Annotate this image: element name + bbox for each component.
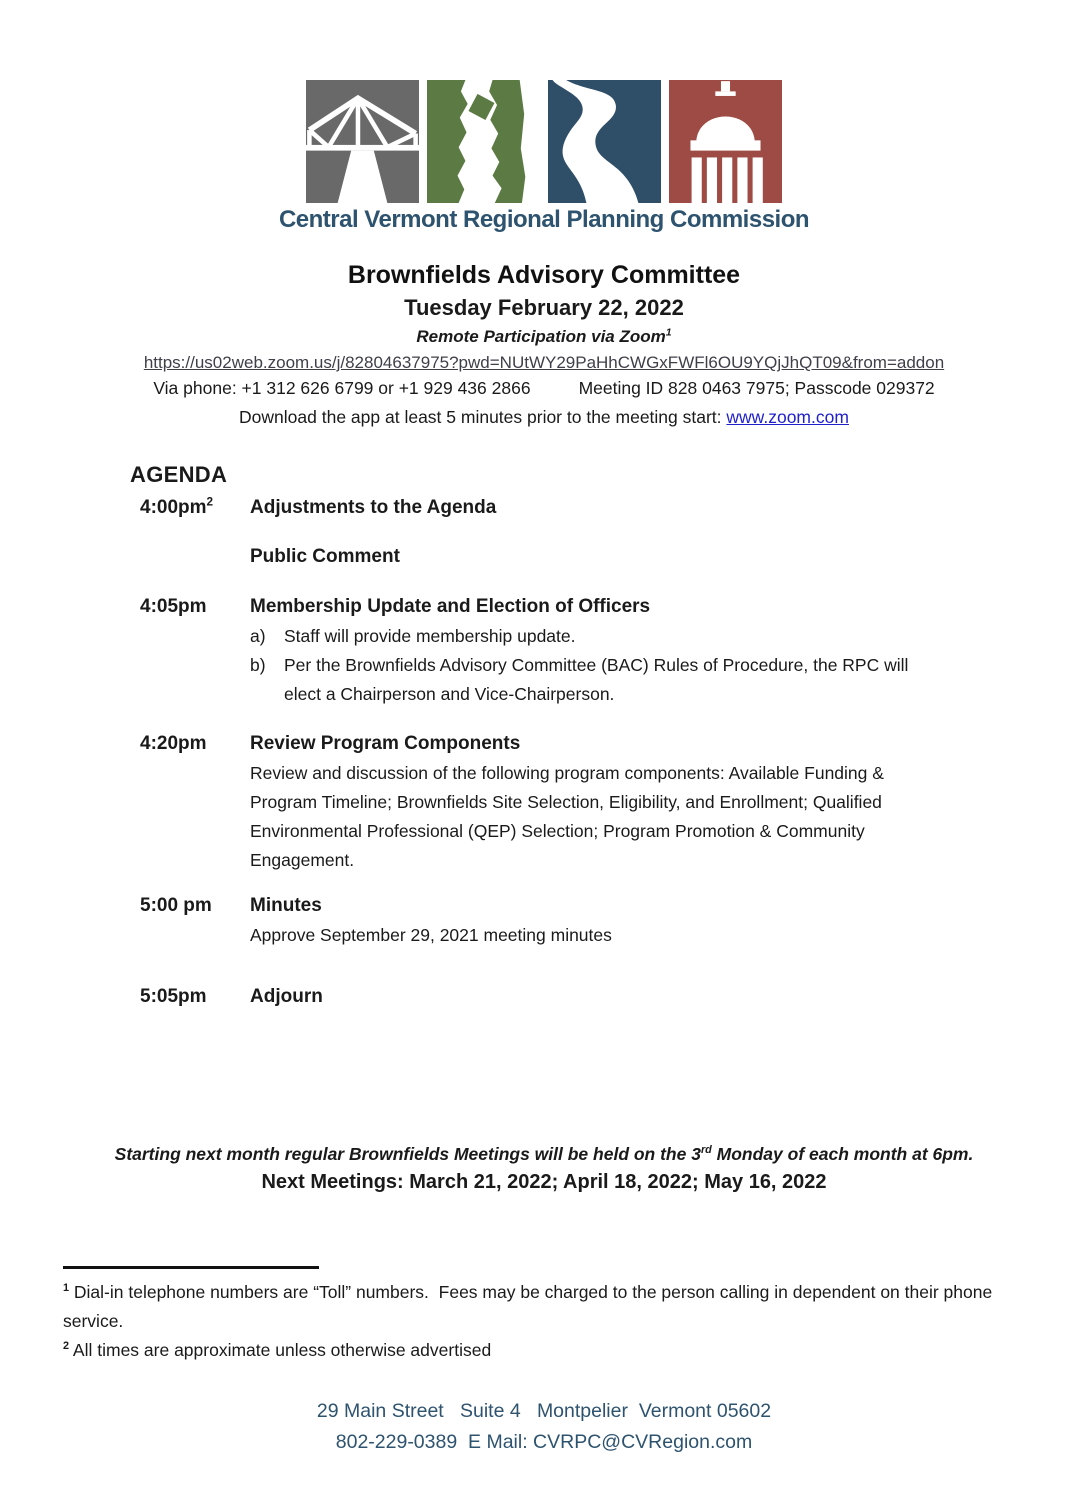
subitem-a xyxy=(250,622,1038,651)
agenda-time xyxy=(140,986,250,1008)
future-text: Starting next month regular Brownfields Meetings will be held on the 3 xyxy=(114,1144,701,1164)
agenda-item-adjustments xyxy=(140,497,1038,519)
footnote-1 xyxy=(63,1278,1038,1336)
footnote-separator xyxy=(63,1266,319,1269)
footnote-number: 2 xyxy=(63,1340,70,1353)
future-text-cont: Monday of each month at 6pm. xyxy=(711,1144,974,1164)
subitem-b xyxy=(250,651,1038,709)
download-line xyxy=(0,407,1088,428)
time-text: 5:05pm xyxy=(140,986,207,1007)
agenda-time xyxy=(140,497,250,519)
footnote-ref-2: 2 xyxy=(206,495,214,509)
phone-numbers: Via phone: +1 312 626 6799 or +1 929 436 2866 xyxy=(153,378,531,398)
zoom-link-line xyxy=(0,353,1088,373)
agenda-time xyxy=(140,596,250,709)
agenda-item-title: Public Comment xyxy=(250,546,400,567)
agenda-item-title: Review Program Components xyxy=(250,733,521,754)
agenda-item-adjourn xyxy=(140,986,1038,1008)
meeting-id-passcode: Meeting ID 828 0463 7975; Passcode 029372 xyxy=(578,378,935,398)
agenda-item-review xyxy=(140,733,1038,875)
agenda-item-membership xyxy=(140,596,1038,709)
time-text: 4:20pm xyxy=(140,733,207,754)
footnote-2 xyxy=(63,1336,1038,1365)
subitem-text: Staff will provide membership update. xyxy=(284,626,576,646)
logo-tiles xyxy=(0,80,1088,203)
footer-address: 29 Main Street Suite 4 Montpelier Vermont 05602 xyxy=(316,1400,772,1422)
meeting-date: Tuesday February 22, 2022 xyxy=(404,295,684,320)
agenda-item-title: Minutes xyxy=(250,895,322,916)
zoom-meeting-link[interactable]: https://us02web.zoom.us/j/82804637975?pwd=NUtWY29PaHhCWGxFWFl6OU9YQjJhQT09&from=addon xyxy=(143,353,945,372)
next-meetings-dates: Next Meetings: March 21, 2022; April 18, 2022; May 16, 2022 xyxy=(261,1171,827,1193)
phone-line xyxy=(0,378,1088,399)
logo xyxy=(0,80,1088,234)
footnote-text: Dial-in telephone numbers are “Toll” numbers. Fees may be charged to the person calling in dependent on their phone service. xyxy=(63,1282,998,1331)
time-text: 4:05pm xyxy=(140,596,207,617)
ordinal-sup: rd xyxy=(700,1144,712,1157)
agenda-item-title: Membership Update and Election of Officers xyxy=(250,596,651,617)
agenda-time xyxy=(140,895,250,950)
page-title: Brownfields Advisory Committee xyxy=(347,261,741,289)
capitol-dome-icon xyxy=(669,80,782,203)
footnote-number: 1 xyxy=(63,1282,70,1295)
agenda-item-public-comment xyxy=(140,546,1038,568)
truss-bridge-icon xyxy=(306,80,419,203)
footnote-text: All times are approximate unless otherwise advertised xyxy=(69,1340,492,1360)
agenda-item-description: Approve September 29, 2021 meeting minutes xyxy=(250,925,612,945)
next-meetings-note xyxy=(0,1144,1088,1194)
future-meetings-line xyxy=(0,1144,1088,1165)
document-header xyxy=(0,261,1088,428)
agenda-item-title: Adjourn xyxy=(250,986,323,1007)
org-name: Central Vermont Regional Planning Commission xyxy=(278,206,810,233)
subitem-label: b) xyxy=(250,655,266,675)
agenda-section xyxy=(0,462,1088,1008)
footer-contact: 802-229-0389 E Mail: CVRPC@CVRegion.com xyxy=(335,1431,753,1453)
document-footer xyxy=(0,1396,1088,1458)
agenda-item-description: Review and discussion of the following program components: Available Funding & Program Timeline; Brownfields Site Selection, Eligibility, and Enrollment; Qualified Environmental Professional (QEP) Selection; Program Promotion & Community Engagement. xyxy=(250,763,884,870)
footnote-ref-1: 1 xyxy=(665,326,672,339)
winding-river-icon xyxy=(548,80,661,203)
agenda-item-title: Adjustments to the Agenda xyxy=(250,497,497,518)
agenda-time xyxy=(140,546,250,568)
agenda-time xyxy=(140,733,250,875)
zoom-website-link[interactable]: www.zoom.com xyxy=(726,407,849,427)
agenda-heading: AGENDA xyxy=(130,462,228,487)
vermont-map-icon xyxy=(427,80,540,203)
time-text: 5:00 pm xyxy=(140,895,212,916)
agenda-item-minutes xyxy=(140,895,1038,950)
remote-text: Remote Participation via Zoom xyxy=(416,327,666,346)
time-text: 4:00pm xyxy=(140,497,207,518)
download-text: Download the app at least 5 minutes prior to the meeting start: xyxy=(239,407,727,427)
footnotes-section xyxy=(63,1266,1038,1365)
agenda-subitems xyxy=(250,622,1038,709)
subitem-text: Per the Brownfields Advisory Committee (BAC) Rules of Procedure, the RPC will elect a Chairperson and Vice-Chairperson. xyxy=(284,655,909,704)
subitem-label: a) xyxy=(250,626,266,646)
remote-participation-line xyxy=(0,327,1088,347)
